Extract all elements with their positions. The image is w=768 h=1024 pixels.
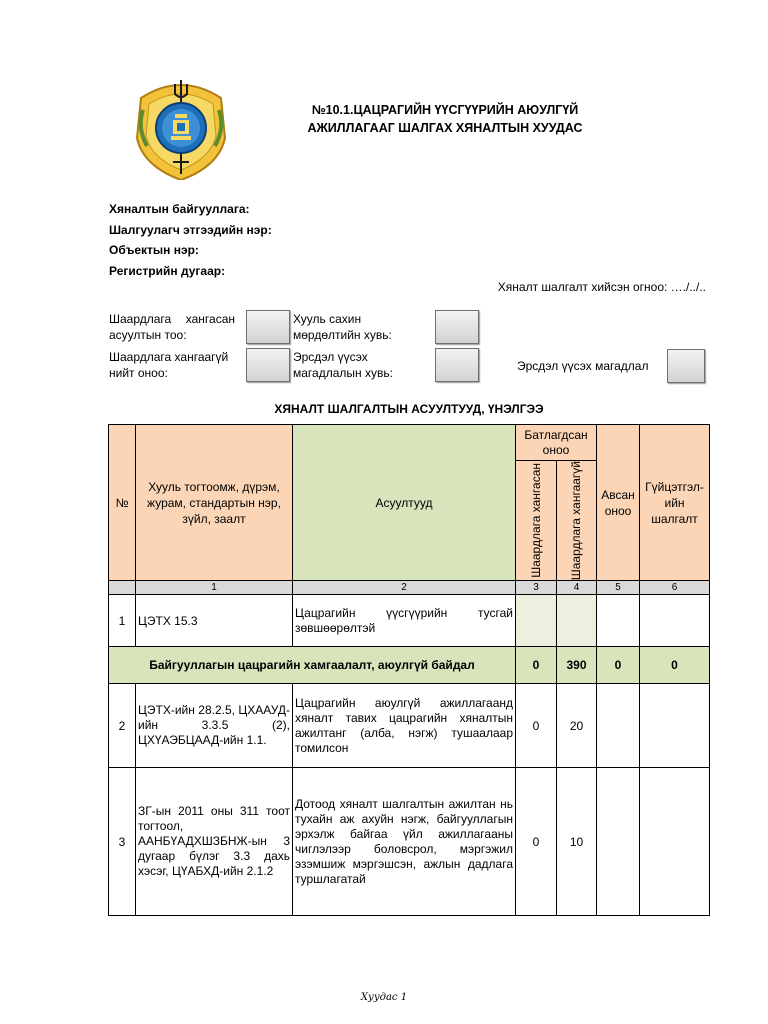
row-unmet-score [557,595,597,647]
col-header-met: Шаардлага хангасан [516,461,557,581]
inspected-entity-label: Шалгуулагч этгээдийн нэр: [109,223,272,237]
title-line-1: №10.1.ЦАЦРАГИЙН ҮҮСГҮҮРИЙН АЮУЛГҮЙ [311,103,579,117]
inspection-date-label: Хяналт шалгалт хийсэн огноо: …./../.. [497,280,706,294]
section-received-total: 0 [597,647,640,684]
col-number: 6 [640,581,710,595]
row-received [597,768,640,916]
row-number: 2 [109,684,136,768]
col-number: 4 [557,581,597,595]
row-number: 3 [109,768,136,916]
risk-percent-box [435,348,479,382]
header-row-1 [109,425,710,461]
col-header-confirmed-score: Батлагдсан оноо [516,425,597,461]
compliance-label: Хууль сахин мөрдөлтийн хувь: [293,312,392,342]
row-received [597,595,640,647]
row-met-score: 0 [516,768,557,916]
registry-number-label: Регистрийн дугаар: [109,264,226,278]
inspection-table [108,424,710,916]
row-law: ЗГ-ын 2011 оны 311 тоот тогтоол, ААНБҮАДХШЗБНЖ-ын 3 дугаар бүлэг 3.3 дахь хэсэг, ЦҮАБХД-ийн 2.1.2 [136,768,293,916]
emblem-soyombo-icon [133,76,229,180]
unmet-score-label: Шаардлага хангаагүй нийт оноо: [109,350,229,380]
section-execution-total: 0 [640,647,710,684]
table-row [109,768,710,916]
row-law: ЦЭТХ 15.3 [136,595,293,647]
row-question: Цацрагийн аюулгүй ажиллагаанд хяналт тавих цацрагийн хяналтын ажилтанг (алба, нэгж) тушаалаар томилсон [293,684,516,768]
row-met-score [516,595,557,647]
section-unmet-total: 390 [557,647,597,684]
organization-label: Хяналтын байгууллага: [109,202,250,216]
questions-section-title: ХЯНАЛТ ШАЛГАЛТЫН АСУУЛТУУД, ҮНЭЛГЭЭ [274,402,544,416]
page-footer: Хуудас 1 [360,992,408,1003]
met-count-box [246,310,290,344]
object-name-label: Объектын нэр: [109,243,199,257]
row-number: 1 [109,595,136,647]
section-met-total: 0 [516,647,557,684]
col-number: 5 [597,581,640,595]
row-unmet-score: 20 [557,684,597,768]
title-line-2: АЖИЛЛАГААГ ШАЛГАХ ХЯНАЛТЫН ХУУДАС [307,121,583,135]
risk-probability-box [667,349,705,383]
row-received [597,684,640,768]
col-header-law: Хууль тогтоомж, дүрэм, журам, стандартын нэр, зүйл, заалт [136,425,293,581]
section-summary-title: Байгууллагын цацрагийн хамгаалалт, аюулгүй байдал [109,647,516,684]
table-row [109,595,710,647]
unmet-score-box [246,348,290,382]
col-number: 1 [136,581,293,595]
col-number: 3 [516,581,557,595]
row-question: Цацрагийн үүсгүүрийн тусгай зөвшөөрөлтэй [293,595,516,647]
row-met-score: 0 [516,684,557,768]
col-number: 2 [293,581,516,595]
col-header-no: № [109,425,136,581]
risk-percent-label: Эрсдэл үүсэх магадлалын хувь: [293,350,393,380]
col-number-blank [109,581,136,595]
table-row [109,684,710,768]
risk-probability-label: Эрсдэл үүсэх магадлал [517,359,649,373]
row-law: ЦЭТХ-ийн 28.2.5, ЦХААУД-ийн 3.3.5 (2), ЦХҮАЭБЦААД-ийн 1.1. [136,684,293,768]
section-summary-row [109,647,710,684]
row-execution [640,768,710,916]
compliance-box [435,310,479,344]
row-unmet-score: 10 [557,768,597,916]
row-execution [640,595,710,647]
col-header-questions: Асуултууд [293,425,516,581]
row-execution [640,684,710,768]
col-header-unmet: Шаардлага хангаагүй [557,461,597,581]
organization-emblem [133,76,229,180]
document-title [260,101,630,137]
col-header-received: Авсан оноо [597,425,640,581]
met-count-label: Шаардлага хангасан асуултын тоо: [109,312,235,342]
row-question: Дотоод хяналт шалгалтын ажилтан нь тухайн аж ахуйн нэгж, байгууллагын эрхэлж байгаа үйл ажиллагааны чиглэлээр боловсрол, мэргэжил эзэмшиж мэргэшсэн, ажлын дадлага туршлагатай [293,768,516,916]
col-header-execution: Гүйцэтгэл-ийн шалгалт [640,425,710,581]
column-number-row [109,581,710,595]
